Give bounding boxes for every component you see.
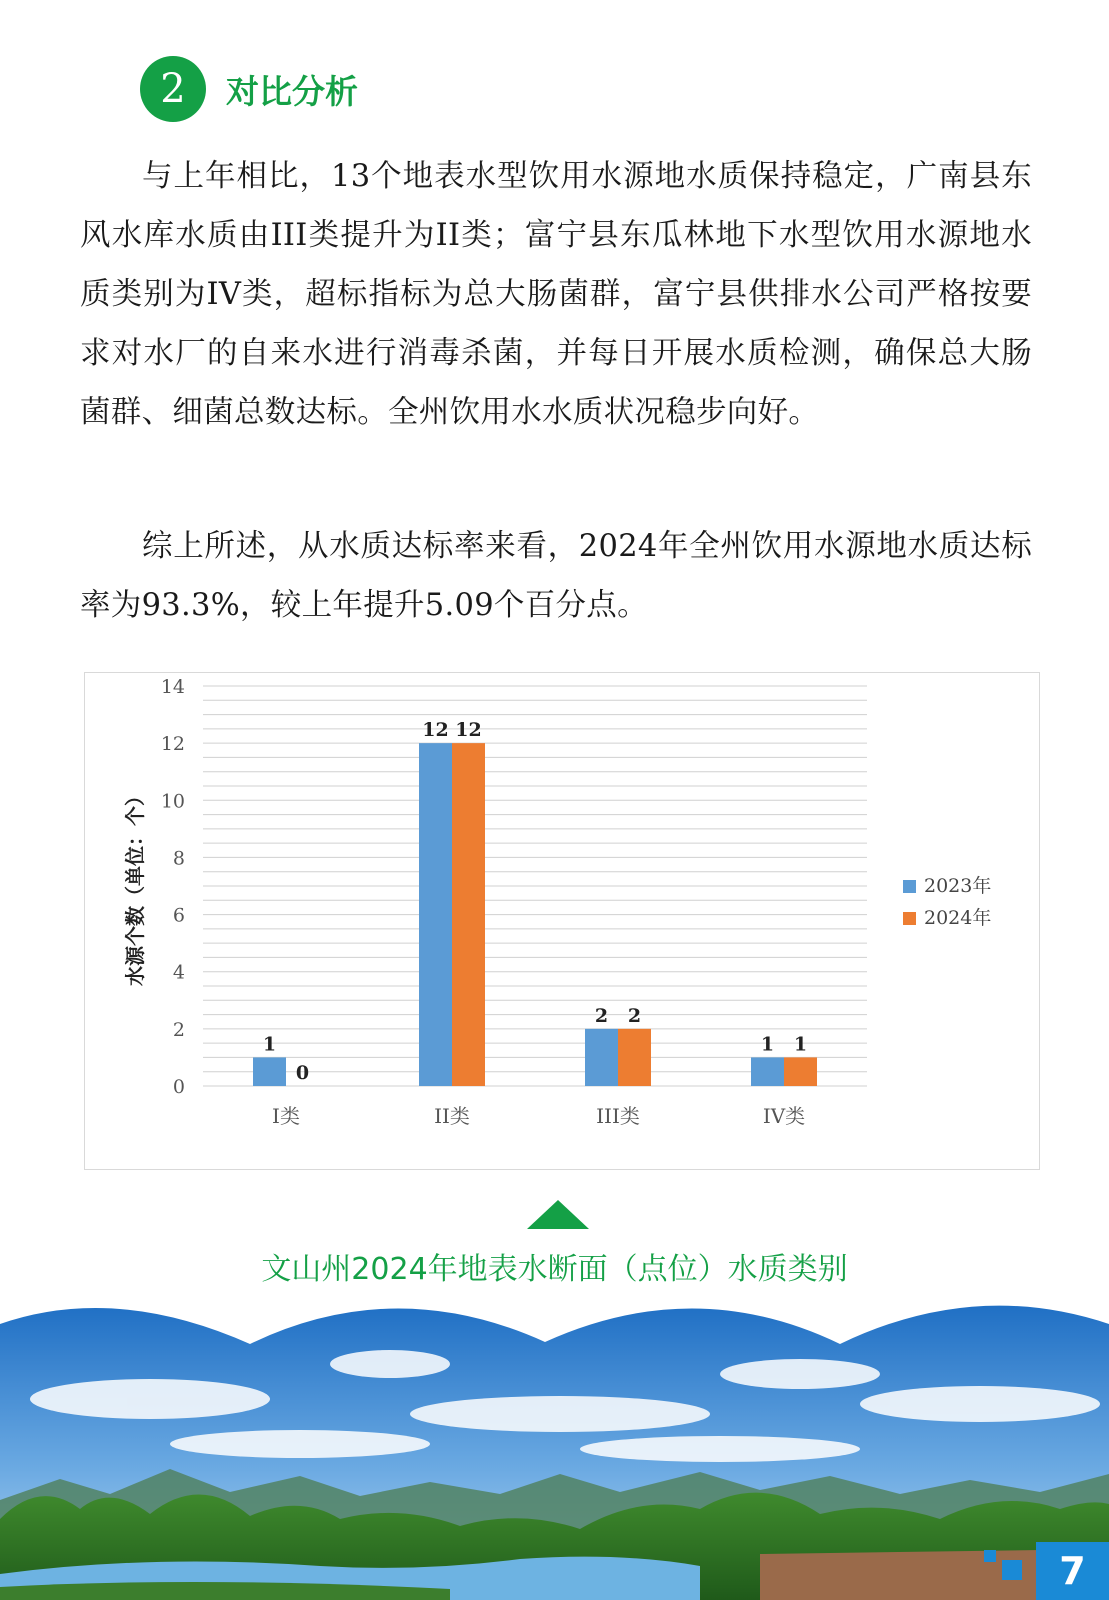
y-axis-label: 水源个数（单位：个）: [123, 786, 147, 986]
decor-square: [984, 1550, 996, 1562]
y-tick-label: 2: [172, 1018, 185, 1041]
y-tick-label: 4: [172, 961, 185, 984]
page-number: 7: [1036, 1542, 1109, 1600]
x-tick-label: III类: [596, 1104, 640, 1128]
section-heading: [140, 56, 358, 122]
bar: [585, 1029, 618, 1086]
data-label: 2: [594, 1004, 609, 1027]
legend-label: 2024年: [924, 907, 992, 929]
x-tick-label: IV类: [762, 1104, 806, 1128]
y-tick-label: 0: [172, 1076, 185, 1098]
section-number-badge: 2: [140, 56, 206, 122]
landscape-banner: [0, 1304, 1109, 1600]
section-title: 对比分析: [226, 71, 358, 111]
data-label: 1: [262, 1033, 277, 1056]
data-label: 12: [422, 719, 449, 742]
bar: [419, 743, 452, 1086]
y-tick-label: 12: [160, 733, 185, 756]
bar: [452, 743, 485, 1086]
y-tick-label: 14: [160, 676, 185, 698]
bar: [751, 1057, 784, 1086]
bar: [618, 1029, 651, 1086]
data-label: 0: [295, 1062, 310, 1084]
legend-swatch: [903, 912, 916, 925]
data-label: 1: [793, 1033, 808, 1056]
bar-chart: [85, 673, 1039, 1169]
data-label: 2: [627, 1004, 642, 1027]
paragraph-comparison: 与上年相比，13个地表水型饮用水源地水质保持稳定，广南县东风水库水质由III类提升为II类；富宁县东瓜林地下水型饮用水源地水质类别为IV类，超标指标为总大肠菌群，富宁县供排水公司严格按要求对水厂的自来水进行消毒杀菌，并每日开展水质检测，确保总大肠菌群、细菌总数达标。全州饮用水水质状况稳步向好。: [80, 159, 1032, 430]
data-label: 1: [760, 1033, 775, 1056]
caption-triangle-icon: [527, 1200, 589, 1229]
chart-caption: 文山州2024年地表水断面（点位）水质类别: [261, 1252, 848, 1287]
decor-square: [1002, 1560, 1022, 1580]
bar-chart-panel: [84, 672, 1040, 1170]
y-tick-label: 6: [172, 904, 185, 927]
paragraph-summary: 综上所述，从水质达标率来看，2024年全州饮用水源地水质达标率为93.3%，较上年提升5.09个百分点。: [80, 529, 1032, 623]
y-tick-label: 10: [160, 790, 185, 813]
bar: [784, 1057, 817, 1086]
bar: [253, 1057, 286, 1086]
x-tick-label: I类: [272, 1104, 300, 1128]
data-label: 12: [455, 719, 482, 742]
x-tick-label: II类: [434, 1104, 470, 1128]
y-tick-label: 8: [172, 847, 185, 870]
legend-label: 2023年: [924, 875, 992, 897]
legend-swatch: [903, 880, 916, 893]
